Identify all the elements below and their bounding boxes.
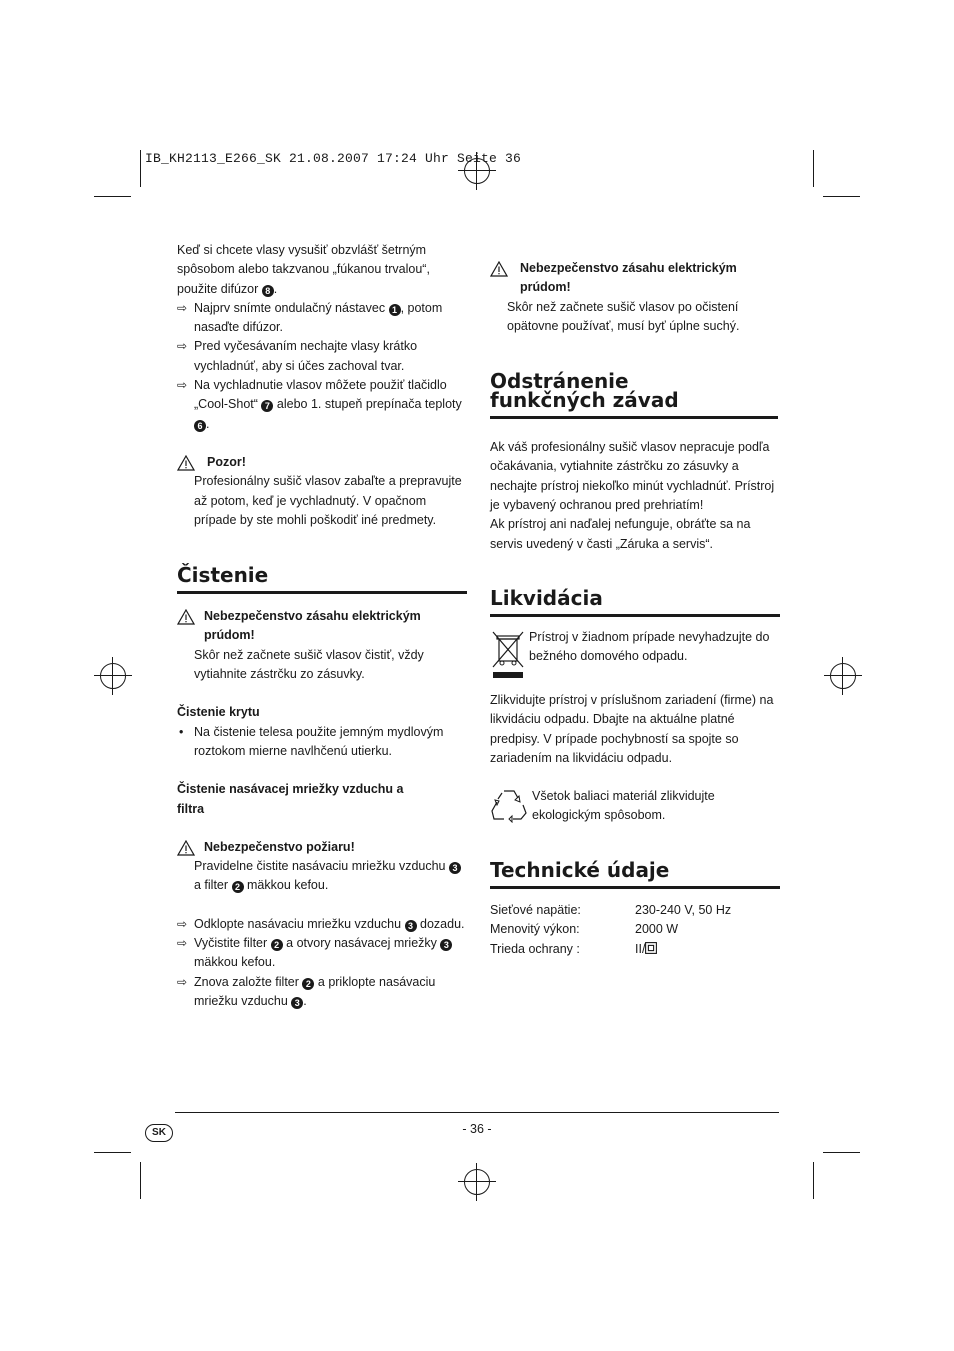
warning-note (177, 838, 467, 857)
part-number-badge: 3 (405, 920, 417, 932)
part-number-badge: 2 (271, 939, 283, 951)
left-column (177, 241, 467, 1011)
crop-mark (140, 150, 141, 187)
warning-title: Nebezpečenstvo zásahu elektrickým prúdom! (520, 261, 737, 295)
page-number: - 36 - (462, 1122, 492, 1136)
arrow-icon: ⇨ (177, 339, 188, 354)
subheading-mriezky: Čistenie nasávacej mriežky vzduchu a filtra (177, 782, 404, 816)
odstranenie-paragraph: Ak prístroj ani naďalej nefunguje, obráťte sa na servis uvedený v časti „Záruka a servis“. (490, 517, 751, 551)
warning-icon (177, 840, 195, 856)
list-item: • Na čistenie telesa použite jemným mydlovým roztokom mierne navlhčenú utierku. (179, 724, 444, 758)
odstranenie-paragraph: Ak váš profesionálny sušič vlasov nepracuje podľa očakávania, vytiahnite zástrčku zo zásuvky a nechajte prístroj niekoľko minút vychladnúť. Prístroj je vybavený ochranou pred prehriatím! (490, 440, 775, 513)
part-number-badge: 3 (291, 997, 303, 1009)
part-number-badge: 7 (261, 400, 273, 412)
part-number-badge: 6 (194, 420, 206, 432)
list-item: ⇨ Znova založte filter 2 a priklopte nasávaciu mriežku vzduchu 3 . (177, 974, 436, 1008)
recycle-text: Všetok baliaci materiál zlikvidujte ekologickým spôsobom. (532, 789, 715, 823)
tech-label: Trieda ochrany : (490, 941, 580, 956)
arrow-icon: ⇨ (177, 378, 188, 393)
tech-value: 230-240 V, 50 Hz (635, 902, 732, 917)
warning-note (177, 607, 467, 646)
heading-rule (490, 416, 778, 419)
intro-paragraph: Keď si chcete vlasy vysušiť obzvlášť šetrným spôsobom alebo takzvanou „fúkanou trvalou“, použite difúzor 8 . (177, 243, 430, 296)
crop-mark (823, 196, 860, 197)
table-row (490, 901, 731, 921)
weee-text: Prístroj v žiadnom prípade nevyhadzujte do bežného domového odpadu. (529, 629, 770, 664)
list-item: ⇨ Na vychladnutie vlasov môžete použiť tlačidlo „Cool-Shot“ 7 alebo 1. stupeň prepínača teploty 6 . (177, 378, 462, 431)
table-row (490, 940, 731, 960)
warning-title: Nebezpečenstvo zásahu elektrickým prúdom! (204, 609, 421, 643)
warning-title: Nebezpečenstvo požiaru! (204, 839, 355, 854)
caution-text: Profesionálny sušič vlasov zabaľte a prepravujte až potom, keď je vychladnutý. V opačnom prípade by ste mohli poškodiť iné predmety. (194, 474, 462, 527)
table-row (490, 920, 731, 940)
warning-icon (177, 455, 195, 471)
tech-value: 2000 W (635, 922, 679, 937)
registration-mark-icon (94, 657, 132, 695)
warning-text: Pravidelne čistite nasávaciu mriežku vzduchu 3 a filter 2 mäkkou kefou. (177, 857, 467, 896)
heading-odstranenie: Odstránenie funkčných závad (490, 369, 679, 413)
warning-note (490, 259, 780, 298)
tech-label: Sieťové napätie: (490, 902, 581, 917)
crop-mark (813, 150, 814, 187)
weee-notice (490, 628, 780, 676)
arrow-icon: ⇨ (177, 974, 188, 989)
technical-data-table (490, 901, 731, 960)
tech-value: II/ (635, 940, 731, 960)
crop-mark (823, 1152, 860, 1153)
part-number-badge: 2 (302, 978, 314, 990)
registration-mark-icon (824, 657, 862, 695)
warning-text: Skôr než začnete sušič vlasov po očistení opätovne používať, musí byť úplne suchý. (507, 299, 740, 333)
list-item: ⇨ Vyčistite filter 2 a otvory nasávacej mriežky 3 mäkkou kefou. (177, 934, 467, 973)
heading-technicke: Technické údaje (490, 861, 780, 889)
part-number-badge: 2 (232, 881, 244, 893)
arrow-icon: ⇨ (177, 936, 188, 951)
recycle-notice (490, 787, 780, 826)
recycle-icon (490, 787, 528, 823)
tech-label: Menovitý výkon: (490, 922, 580, 937)
part-number-badge: 1 (389, 304, 401, 316)
footer-rule (175, 1112, 779, 1113)
heading-likvidacia: Likvidácia (490, 589, 780, 617)
likvidacia-paragraph: Zlikvidujte prístroj v príslušnom zariadení (firme) na likvidáciu odpadu. Dbajte na aktuálne platné predpisy. V prípade pochybností sa spojte so zariadením na likvidáciu odpadu. (490, 692, 774, 765)
caution-title: Pozor! (207, 454, 246, 469)
crop-mark (94, 196, 131, 197)
double-insulation-icon (645, 942, 657, 954)
list-item: ⇨ Pred vyčesávaním nechajte vlasy krátko vychladnúť, aby si účes zachoval tvar. (177, 339, 418, 373)
part-number-badge: 8 (262, 285, 274, 297)
right-column (490, 259, 780, 959)
country-badge: SK (145, 1124, 173, 1142)
arrow-icon: ⇨ (177, 916, 188, 931)
registration-mark-icon (458, 1163, 496, 1201)
arrow-icon: ⇨ (177, 300, 188, 315)
warning-icon (490, 261, 508, 277)
warning-text: Skôr než začnete sušič vlasov čistiť, vždy vytiahnite zástrčku zo zásuvky. (194, 647, 424, 682)
subheading-krytu: Čistenie krytu (177, 705, 260, 720)
crossed-bin-icon (490, 630, 526, 680)
list-item: ⇨ Odklopte nasávaciu mriežku vzduchu 3 dozadu. (177, 915, 467, 934)
print-slug: IB_KH2113_E266_SK 21.08.2007 17:24 Uhr Seite 36 (145, 151, 522, 166)
caution-note (177, 453, 467, 472)
bullet-icon: • (179, 724, 184, 739)
crop-mark (813, 1162, 814, 1199)
part-number-badge: 3 (440, 939, 452, 951)
crop-mark (140, 1162, 141, 1199)
part-number-badge: 3 (449, 862, 461, 874)
list-item: ⇨ Najprv snímte ondulačný nástavec 1 , potom nasaďte difúzor. (177, 300, 443, 335)
crop-mark (94, 1152, 131, 1153)
warning-icon (177, 609, 195, 625)
heading-cistenie: Čistenie (177, 566, 467, 594)
